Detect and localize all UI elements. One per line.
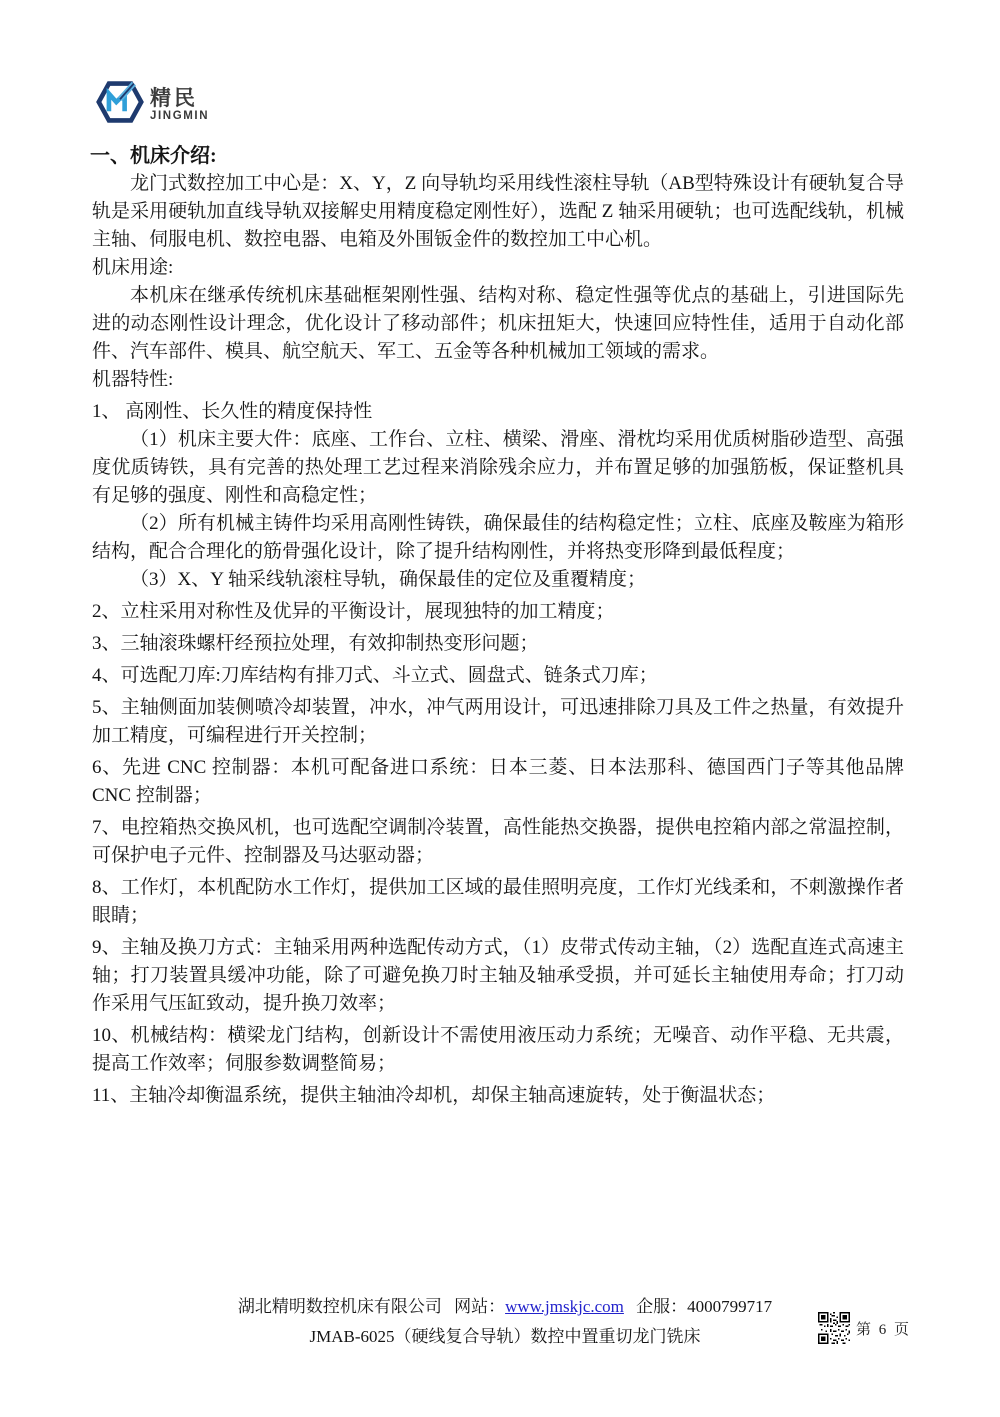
footer-website-link[interactable]: www.jmskjc.com [505, 1297, 624, 1316]
usage-label: 机床用途: [92, 257, 174, 278]
feature-item-4: 4、可选配刀库:刀库结构有排刀式、斗立式、圆盘式、链条式刀库； [92, 665, 658, 686]
intro-paragraph: 龙门式数控加工中心是：X、Y，Z 向导轨均采用线性滚柱导轨（AB型特殊设计有硬轨复合导轨是采用硬轨加直线导轨双接解史用精度稳定刚性好），选配 Z 轴采用硬轨；也可选配线轨，机械主轴、伺服电机、数控电器、电箱及外围钣金件的数控加工中心机。 [92, 173, 904, 250]
features-label: 机器特性: [92, 369, 174, 390]
page-number: 第 6 页 [856, 1322, 912, 1338]
brand-name-cn: 精民 [150, 86, 198, 110]
feature-item-10: 10、机械结构：横梁龙门结构，创新设计不需使用液压动力系统；无噪音、动作平稳、无共震，提高工作效率；伺服参数调整简易； [92, 1025, 904, 1074]
feature-item-5: 5、主轴侧面加装侧喷冷却装置，冲水，冲气两用设计，可迅速排除刀具及工件之热量，有效提升加工精度，可编程进行开关控制； [92, 697, 904, 746]
usage-paragraph: 本机床在继承传统机床基础框架刚性强、结构对称、稳定性强等优点的基础上，引进国际先进的动态刚性设计理念，优化设计了移动部件；机床扭矩大，快速回应特性佳，适用于自动化部件、汽车部件、模具、航空航天、军工、五金等各种机械加工领域的需求。 [92, 285, 904, 362]
footer-website-label: 网站： [454, 1297, 506, 1316]
qr-code-image [818, 1312, 850, 1344]
brand-name-en: JINGMIN [150, 109, 210, 122]
footer-company: 湖北精明数控机床有限公司 [237, 1297, 442, 1316]
feature-item-1: 1、 高刚性、长久性的精度保持性 [92, 401, 373, 422]
feature-sub-1-1: （1）机床主要大件：底座、工作台、立柱、横梁、滑座、滑枕均采用优质树脂砂造型、高强度优质铸铁，具有完善的热处理工艺过程来消除残余应力，并布置足够的加强筋板，保证整机具有足够的强度、刚性和高稳定性； [92, 429, 904, 506]
page-content [92, 80, 904, 1110]
company-logo [96, 80, 904, 128]
feature-item-2: 2、立柱采用对称性及优异的平衡设计，展现独特的加工精度； [92, 601, 615, 622]
footer-service-phone: 4000799717 [687, 1297, 773, 1316]
page-footer [0, 1292, 1000, 1352]
feature-item-6: 6、先进 CNC 控制器：本机可配备进口系统：日本三菱、日本法那科、德国西门子等其他品牌 CNC 控制器； [92, 757, 904, 806]
logo-wordmark [150, 88, 209, 123]
footer-company-line [10, 1292, 1000, 1322]
feature-item-8: 8、工作灯，本机配防水工作灯，提供加工区域的最佳照明亮度，工作灯光线柔和，不刺激操作者眼睛； [92, 877, 904, 926]
feature-item-9: 9、主轴及换刀方式：主轴采用两种选配传动方式，（1）皮带式传动主轴，（2）选配直连式高速主轴；打刀装置具缓冲功能，除了可避免换刀时主轴及轴承受损，并可延长主轴使用寿命；打刀动作采用气压缸致动，提升换刀效率； [92, 937, 904, 1014]
feature-item-11: 11、主轴冷却衡温系统，提供主轴油冷却机，却保主轴高速旋转，处于衡温状态； [92, 1085, 776, 1106]
footer-model-line: JMAB-6025（硬线复合导轨）数控中置重切龙门铣床 [309, 1327, 701, 1346]
footer-service-label: 企服： [636, 1297, 688, 1316]
feature-item-7: 7、电控箱热交换风机，也可选配空调制冷装置，高性能热交换器，提供电控箱内部之常温控制，可保护电子元件、控制器及马达驱动器； [92, 817, 904, 866]
section-heading: 一、机床介绍: [90, 145, 217, 167]
feature-item-3: 3、三轴滚珠螺杆经预拉处理，有效抑制热变形问题； [92, 633, 539, 654]
feature-sub-1-3: （3）X、Y 轴采线轨滚柱导轨，确保最佳的定位及重覆精度； [130, 569, 646, 590]
feature-sub-1-2: （2）所有机械主铸件均采用高刚性铸铁，确保最佳的结构稳定性；立柱、底座及鞍座为箱形结构，配合合理化的筋骨强化设计，除了提升结构刚性，并将热变形降到最低程度； [92, 513, 904, 562]
logo-hexagon-icon [96, 78, 144, 131]
